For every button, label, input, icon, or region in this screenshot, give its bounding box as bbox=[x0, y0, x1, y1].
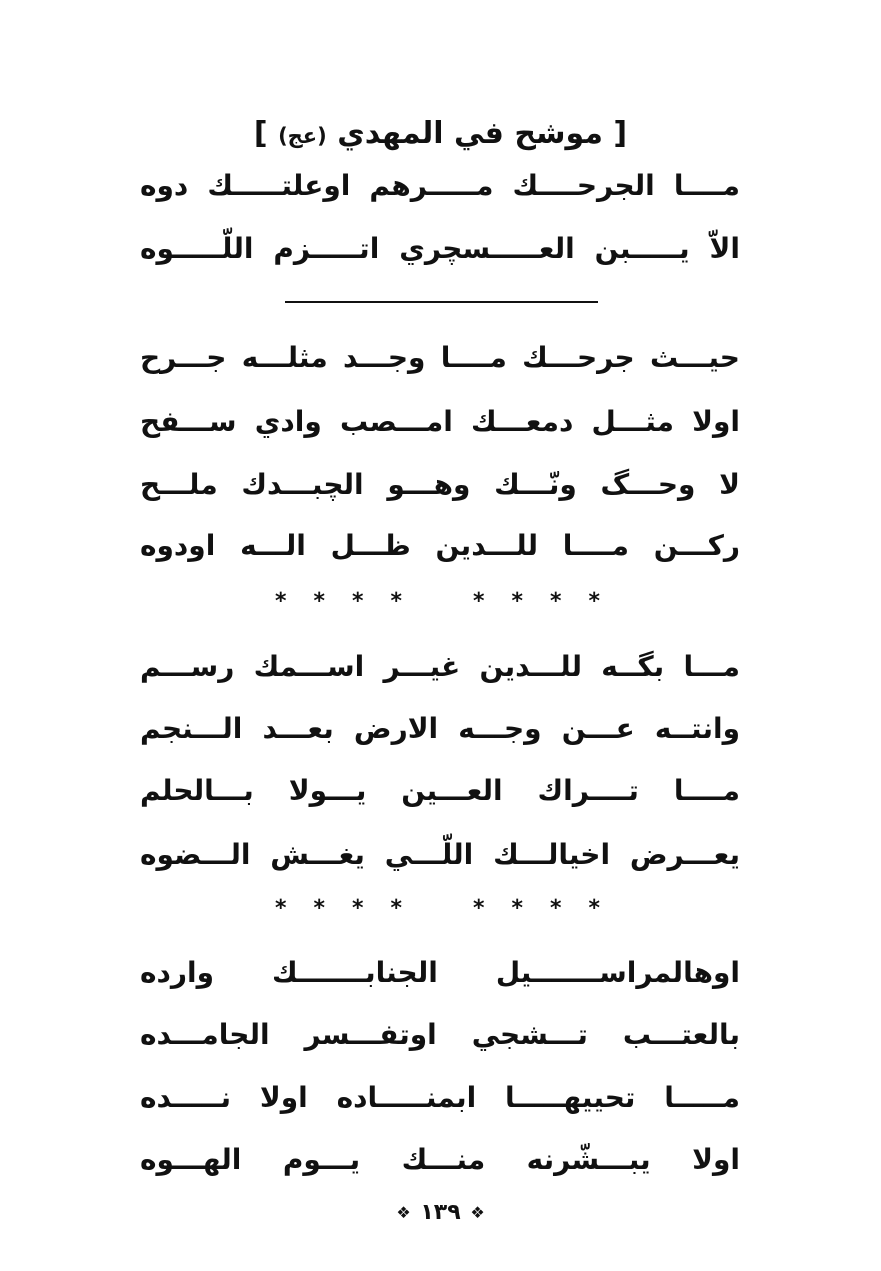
section-divider bbox=[285, 301, 598, 303]
separator-stars-left: * * * * bbox=[274, 589, 409, 614]
verse-line: اولا يبـــشّرنه منـــك يـــوم الهـــوه bbox=[140, 1143, 740, 1176]
title-text: موشح في المهدي bbox=[337, 116, 603, 151]
separator-stars-right: * * * * bbox=[472, 589, 607, 614]
title-note: (عج) bbox=[278, 124, 327, 148]
page-number-footer bbox=[0, 1198, 881, 1228]
verse-line: الاّ يـــــبن العـــــسچري اتـــــزم اللّـــــوه bbox=[140, 232, 740, 265]
stanza-separator bbox=[0, 895, 881, 923]
verse-line: ركـــن مــــا للـــدين ظـــل الـــه اودوه bbox=[140, 529, 740, 562]
verse-line: مـــا بگــه للـــدين غيـــر اســـمك رســـم bbox=[140, 650, 740, 683]
verse-line: مــــا تــــراك العـــين يـــولا بـــالحلم bbox=[140, 774, 740, 807]
stanza-separator bbox=[0, 588, 881, 616]
verse-line: يعـــرض اخيالـــك اللّـــي يغـــش الـــضوه bbox=[140, 838, 740, 871]
ornament-icon: ❖ bbox=[396, 1203, 411, 1222]
page-number: ١٣٩ bbox=[420, 1200, 461, 1225]
verse-line: لا وحـــگ ونّـــك وهـــو الچبـــدك ملـــح bbox=[140, 468, 740, 501]
title-bracket-open: [ bbox=[613, 116, 628, 151]
verse-line: بالعتـــب تـــشجي اوتفـــسر الجامـــده bbox=[140, 1018, 740, 1051]
verse-line: حيـــث جرحـــك مــــا وجـــد مثلـــه جـــرح bbox=[140, 341, 740, 374]
title-bracket-close: ] bbox=[253, 116, 268, 151]
verse-line: اولا مثـــل دمعـــك امـــصب وادي ســـفح bbox=[140, 405, 740, 438]
separator-stars-right: * * * * bbox=[472, 896, 607, 921]
verse-line: مـــــا تحييهـــــا ابمنـــــاده اولا نـــــده bbox=[140, 1081, 740, 1114]
ornament-icon: ❖ bbox=[470, 1203, 485, 1222]
poem-title bbox=[0, 112, 881, 158]
verse-line: اوهالمراســـــــيل الجنابـــــــك وارده bbox=[140, 956, 740, 989]
verse-line: مــــا الجرحــــك مـــــرهم اوعلتـــــك دوه bbox=[140, 169, 740, 202]
verse-line: وانتــه عـــن وجـــه الارض بعـــد الـــنجم bbox=[140, 712, 740, 745]
separator-stars-left: * * * * bbox=[274, 896, 409, 921]
